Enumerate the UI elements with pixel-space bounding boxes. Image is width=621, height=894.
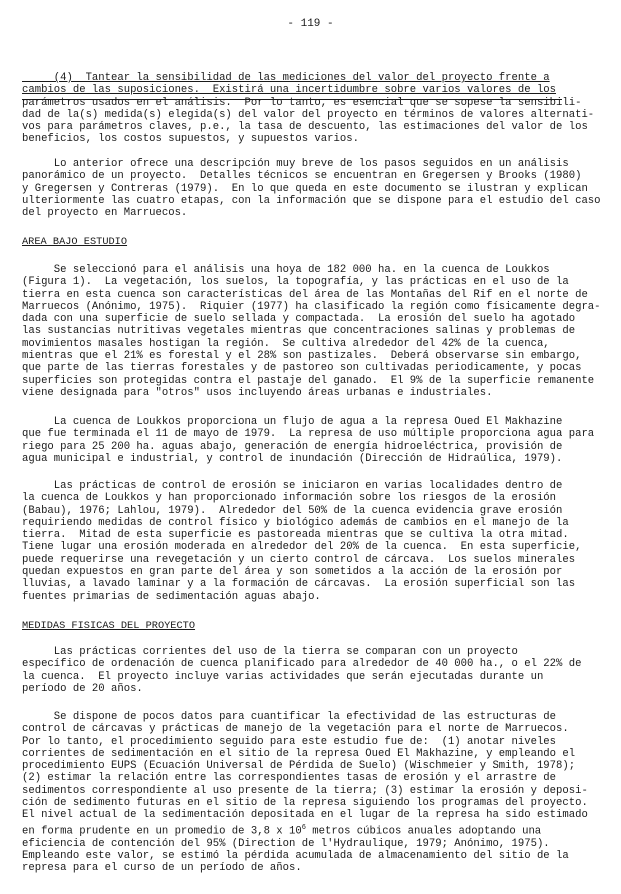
exponent: 6 bbox=[301, 823, 306, 832]
text-line: Se seleccionó para el análisis una hoya de 182 000 ha. en la cuenca de Loukkos bbox=[22, 264, 550, 276]
text-line: represa para el curso de un período de años. bbox=[22, 862, 302, 875]
text-line: Por lo tanto, el procedimiento seguido para este estudio fue de: (1) anotar niveles bbox=[22, 735, 557, 748]
text-line: ción de sedimento futuras en el sitio de la represa siguiendo los programas del proyecto. bbox=[22, 797, 588, 810]
text-line: ulteriormente las cuatro etapas, con la información que se dispone para el estudio del caso bbox=[22, 194, 601, 207]
text-line: Se dispone de pocos datos para cuantificar la efectividad de las estructuras de bbox=[22, 711, 557, 723]
text-line: cambios de las suposiciones. Existirá una incertidumbre sobre varios valores de los bbox=[22, 84, 557, 97]
text-line: Tiene lugar una erosión moderada en alrededor del 20% de la cuenca. En esta superficie, bbox=[22, 541, 582, 554]
text-line: control de cárcavas y prácticas de manejo de la vegetación para el norte de Marruecos. bbox=[22, 723, 569, 736]
text-line: requiriendo medidas de control físico y biológico además de cambios en el manejo de la bbox=[22, 516, 569, 529]
text-line: la cuenca de Loukkos y han proporcionado información sobre los riesgos de la erosión bbox=[22, 492, 557, 505]
text-line: vos para parámetros claves, p.e., la tasa de descuento, las estimaciones del valor de los bbox=[22, 121, 588, 134]
page-number: - 119 - bbox=[287, 18, 334, 30]
text-line: Las prácticas corrientes del uso de la tierra se comparan con un proyecto bbox=[22, 646, 518, 658]
text-line: corrientes de sedimentación en el sitio de la represa Oued El Makhazine, y empleando el bbox=[22, 747, 576, 760]
paragraph-erosion-control bbox=[22, 480, 602, 603]
text-line: período de 20 años. bbox=[22, 682, 143, 695]
text-line: mientras que el 21% es forestal y el 28% son pastizales. Deberá observarse sin embargo, bbox=[22, 350, 582, 363]
text-line: dada con una superficie de suelo sellada y compactada. La erosión del suelo ha agotado bbox=[22, 313, 576, 326]
text-line: (Babau), 1976; Lahlou, 1979). Alrededor del 50% de la cuenca evidencia grave erosión bbox=[22, 504, 563, 517]
section-heading-area: AREA BAJO ESTUDIO bbox=[22, 236, 128, 248]
text-line: (4) Tantear la sensibilidad de las mediciones del valor del proyecto frente a bbox=[22, 72, 550, 84]
text-line: la cuenca. El proyecto incluye varias actividades que serán ejecutadas durante un bbox=[22, 670, 544, 683]
text-line: sedimentos correspondiente al uso presente de la tierra; (3) estimar la erosión y deposi- bbox=[22, 784, 588, 797]
text-line: puede requerirse una revegetación y un cierto control de cárcava. Los suelos minerales bbox=[22, 553, 576, 566]
text-line: las sustancias nutritivas vegetales mientras que concentraciones salinas y problemas de bbox=[22, 325, 576, 338]
section-heading-measures: MEDIDAS FISICAS DEL PROYECTO bbox=[22, 620, 196, 632]
text-line: procedimiento EUPS (Ecuación Universal de Pérdida de Suelo) (Wischmeier y Smith, 1978); bbox=[22, 760, 576, 773]
paragraph-land-use bbox=[22, 646, 602, 695]
text-line: panorámico de un proyecto. Detalles técnicos se encuentran en Gregersen y Brooks (1980) bbox=[22, 170, 582, 183]
text-line: Lo anterior ofrece una descripción muy breve de los pasos seguidos en un análisis bbox=[22, 158, 569, 170]
text-line: Las prácticas de control de erosión se iniciaron en varias localidades dentro de bbox=[22, 480, 563, 492]
paragraph-procedure bbox=[22, 711, 602, 874]
text-line: tierra. Mitad de esta superficie es pastoreada mientras que se cultiva la otra mitad. bbox=[22, 529, 569, 542]
paragraph-study-area bbox=[22, 264, 602, 399]
text-line: dad de la(s) medida(s) elegida(s) del valor del proyecto en términos de valores alternati- bbox=[22, 108, 595, 121]
text-line: movimientos masales hostigan la región. Se cultiva alrededor del 42% de la cuenca, bbox=[22, 337, 550, 350]
text-line: en forma prudente en un promedio de 3,8 x $10^6$ metros cúbicos anuales adoptando una bbox=[22, 823, 542, 838]
text-line: quedan expuestos en gran parte del área y son sometidos a la acción de la erosión por bbox=[22, 566, 563, 579]
text-line: eficiencia de contención del 95% (Direction de l'Hydraulique, 1979; Anónimo, 1975). bbox=[22, 837, 550, 850]
text-line: que parte de las tierras forestales y de pastoreo son cultivadas periodicamente, y pocas bbox=[22, 362, 582, 375]
underline-mark bbox=[22, 99, 562, 100]
text-line: (Figura 1). La vegetación, los suelos, la topografía, y las prácticas en el uso de la bbox=[22, 276, 569, 289]
text-line: beneficios, los costos supuestos, y supuestos varios. bbox=[22, 133, 359, 146]
text-line: tierra en esta cuenca son características del área de las Montañas del Rif en el norte de bbox=[22, 288, 588, 301]
paragraph-summary bbox=[22, 158, 602, 219]
text-line: riego para 25 200 ha. aguas abajo, generación de energía hidroeléctrica, provisión de bbox=[22, 440, 563, 453]
text-line: que fue terminada el 11 de mayo de 1979. La represa de uso múltiple proporciona agua para bbox=[22, 428, 595, 441]
text-line: El nivel actual de la sedimentación depositada en el lugar de la represa ha sido estimado bbox=[22, 809, 588, 822]
text-line: La cuenca de Loukkos proporciona un flujo de agua a la represa Oued El Makhazine bbox=[22, 416, 563, 428]
paragraph-sensitivity bbox=[22, 72, 602, 146]
text-line: del proyecto en Marruecos. bbox=[22, 207, 188, 220]
text-line: lluvias, a lavado laminar y a la formación de cárcavas. La erosión superficial son las bbox=[22, 578, 576, 591]
text-line: y Gregersen y Contreras (1979). En lo que queda en este documento se ilustran y explican bbox=[22, 182, 588, 195]
text-line: fuentes primarias de sedimentación aguas abajo. bbox=[22, 590, 321, 603]
text-line: parámetros usados en el análisis. Por lo tanto, es esencial que se sopese la sensibili- bbox=[22, 96, 582, 109]
paragraph-dam bbox=[22, 416, 602, 465]
text-line: viene designada para "otros" usos incluyendo áreas urbanas e industriales. bbox=[22, 386, 493, 399]
text-line: específico de ordenación de cuenca planificado para alrededor de 40 000 ha., o el 22% de bbox=[22, 658, 582, 671]
text-line: agua municipal e industrial, y control de inundación (Dirección de Hidraúlica, 1979). bbox=[22, 452, 563, 465]
text-line: (2) estimar la relación entre las correspondientes tasas de erosión y el arrastre de bbox=[22, 772, 557, 785]
text-line: Empleando este valor, se estimó la pérdida acumulada de almacenamiento del sitio de la bbox=[22, 849, 569, 862]
text-line: superficies son protegidas contra el pastaje del ganado. El 9% de la superficie remanente bbox=[22, 374, 595, 387]
text-line: Marruecos (Anónimo, 1975). Riquier (1977) ha clasificado la región como físicamente degra- bbox=[22, 300, 601, 313]
